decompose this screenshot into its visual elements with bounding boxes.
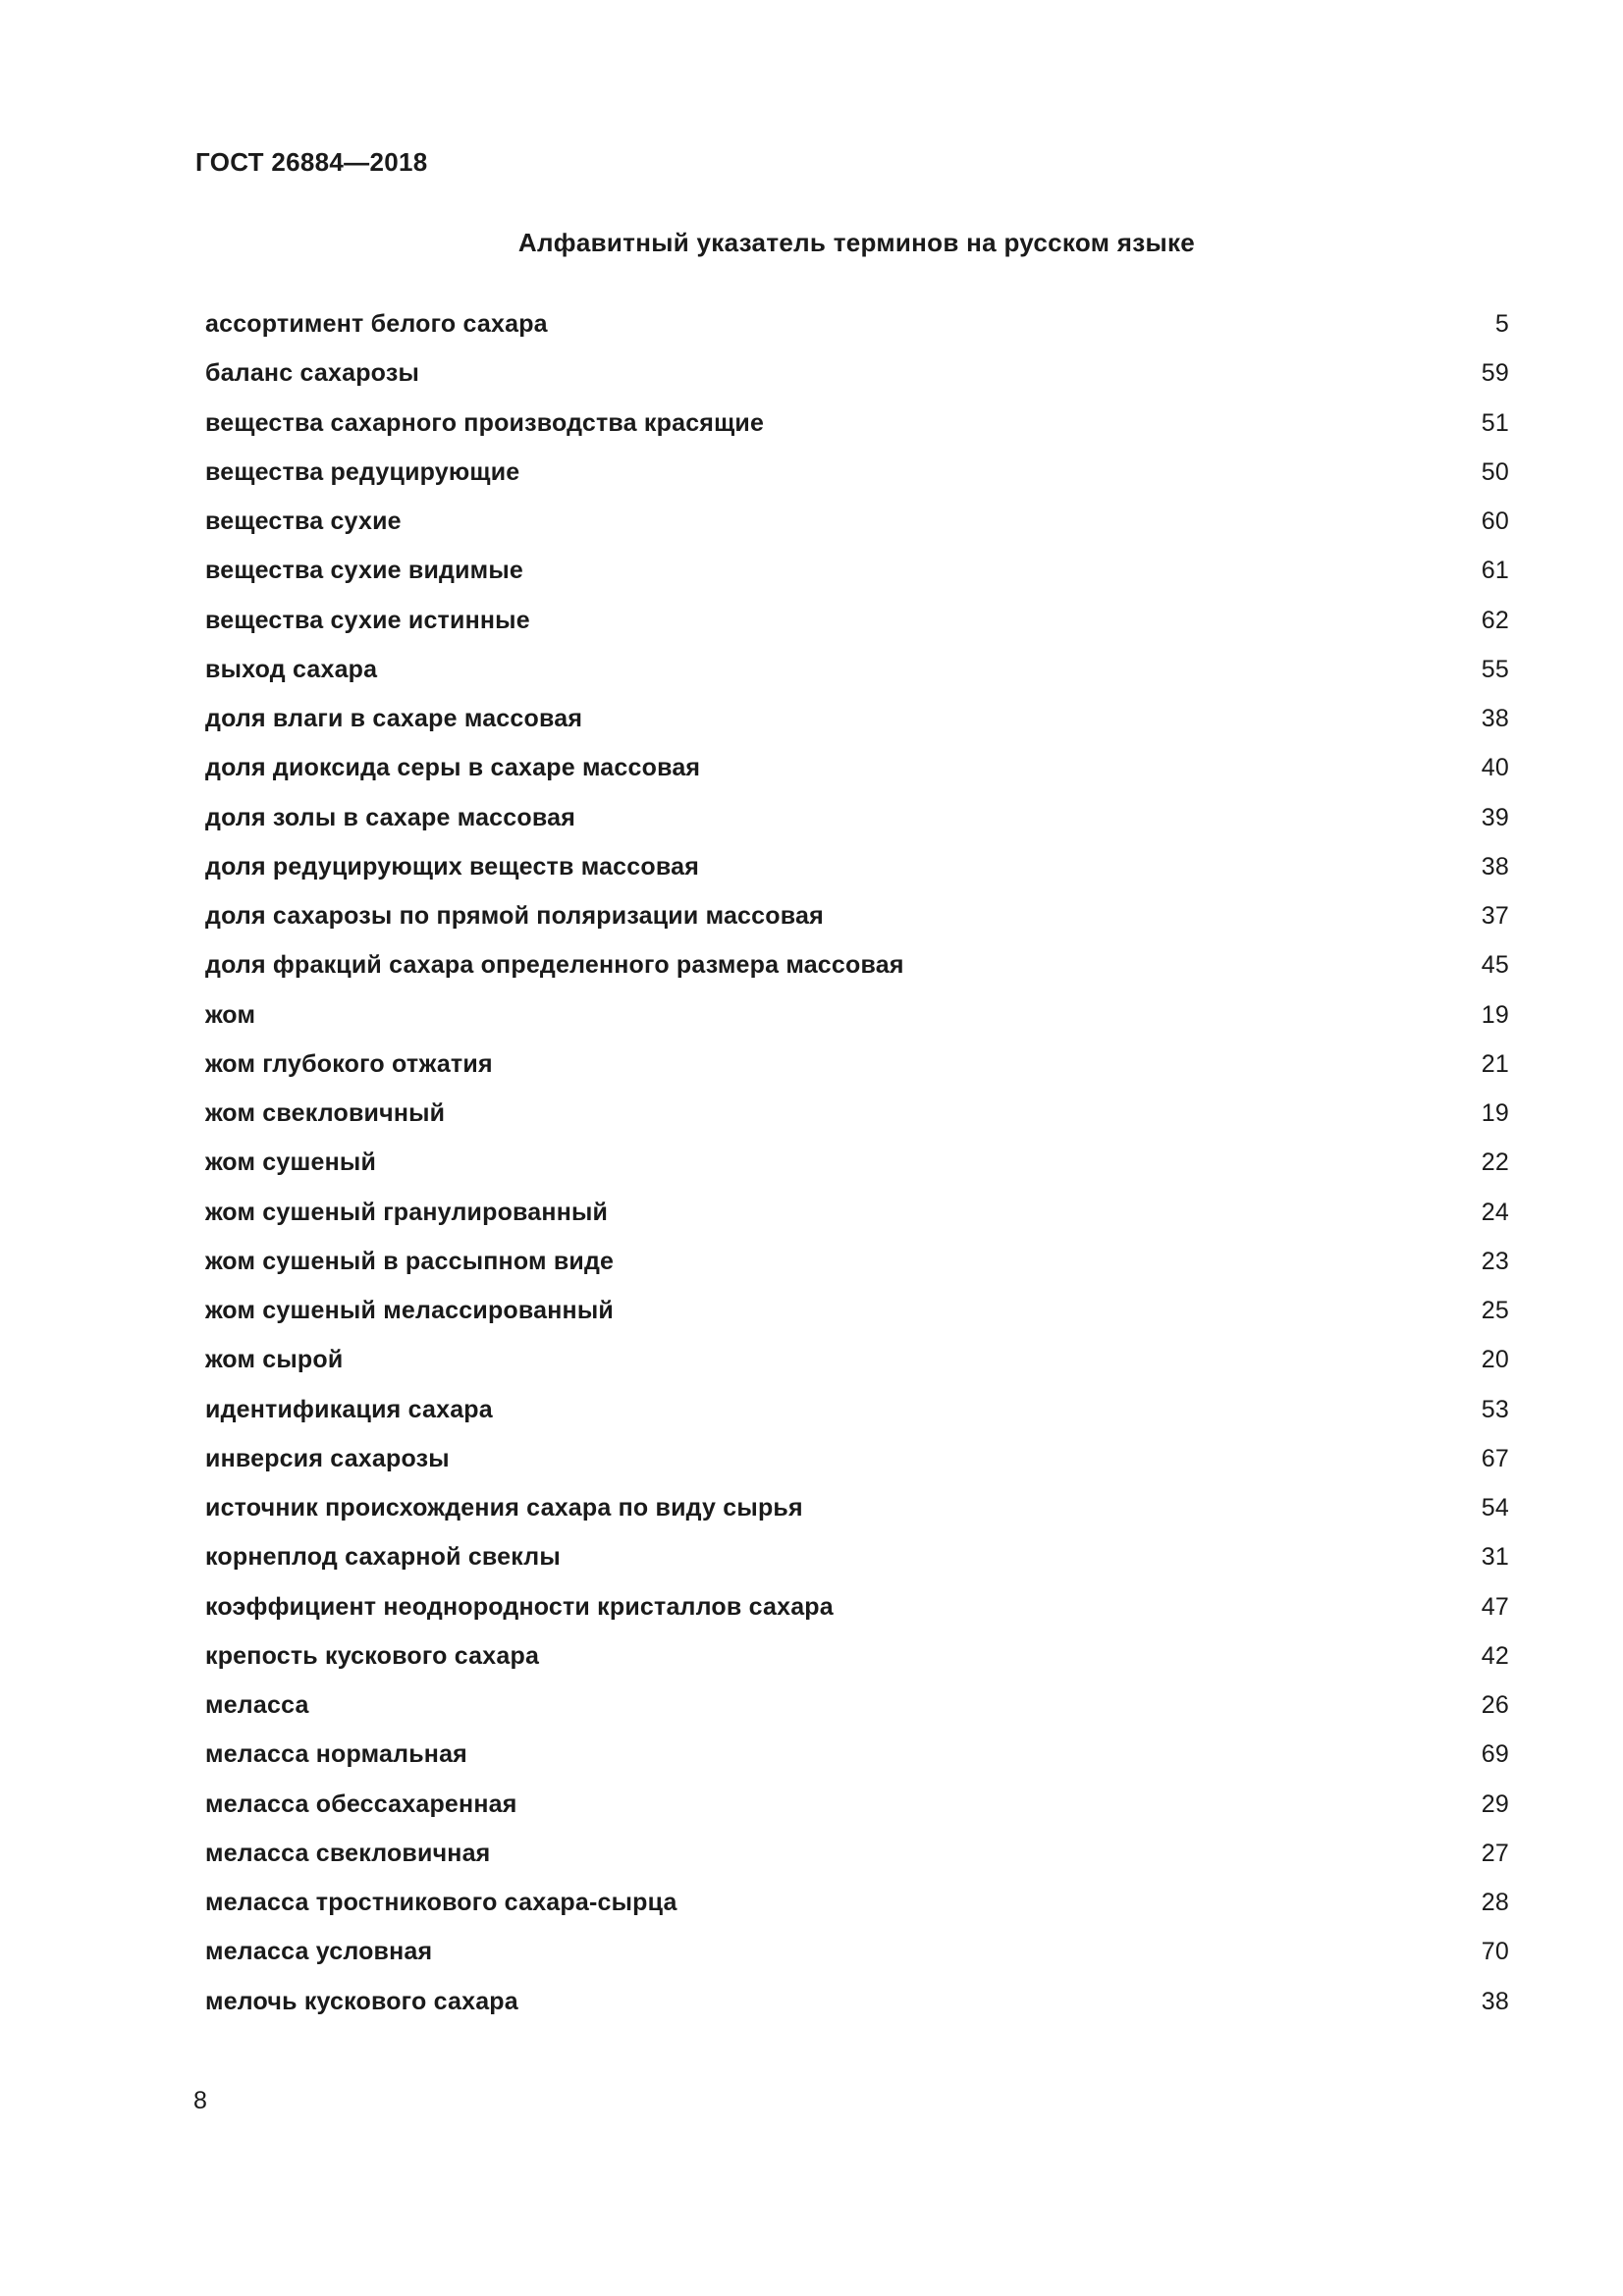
term-index-list (205, 310, 1509, 2037)
index-entry (205, 1297, 1509, 1346)
index-page-ref: 38 (1481, 1987, 1509, 2015)
index-entry (205, 1938, 1509, 1987)
index-term: инверсия сахарозы (205, 1444, 450, 1472)
index-term: меласса нормальная (205, 1740, 467, 1769)
index-entry (205, 1445, 1509, 1494)
index-page-ref: 59 (1481, 359, 1509, 388)
index-entry (205, 1050, 1509, 1099)
index-page-ref: 22 (1481, 1148, 1509, 1177)
index-page-ref: 28 (1481, 1889, 1509, 1916)
index-term: корнеплод сахарной свеклы (205, 1543, 561, 1572)
index-entry (205, 656, 1509, 705)
index-page-ref: 62 (1481, 606, 1509, 634)
index-entry (205, 1494, 1509, 1543)
index-page-ref: 51 (1481, 408, 1509, 437)
index-page-ref: 24 (1481, 1198, 1509, 1226)
index-entry (205, 359, 1509, 408)
index-term: меласса условная (205, 1938, 433, 1966)
index-entry (205, 951, 1509, 1000)
index-term: жом свекловичный (205, 1099, 446, 1127)
index-entry (205, 1248, 1509, 1297)
index-page-ref: 50 (1481, 457, 1509, 486)
index-page-ref: 40 (1481, 754, 1509, 782)
index-entry (205, 607, 1509, 656)
index-page-ref: 19 (1481, 1099, 1509, 1127)
index-term: доля сахарозы по прямой поляризации массовая (205, 902, 824, 930)
index-entry (205, 507, 1509, 557)
index-entry (205, 557, 1509, 606)
index-term: доля диоксида серы в сахаре массовая (205, 754, 701, 782)
index-term: баланс сахарозы (205, 359, 419, 388)
index-page-ref: 27 (1481, 1839, 1509, 1867)
index-entry (205, 1346, 1509, 1395)
page-number: 8 (193, 2087, 207, 2114)
index-entry (205, 409, 1509, 458)
index-page-ref: 45 (1481, 951, 1509, 980)
index-term: меласса тростникового сахара-сырца (205, 1889, 677, 1916)
index-page-ref: 20 (1481, 1346, 1509, 1374)
index-entry (205, 310, 1509, 359)
index-page-ref: 53 (1481, 1395, 1509, 1423)
index-entry (205, 1840, 1509, 1889)
index-term: доля влаги в сахаре массовая (205, 705, 583, 732)
index-page-ref: 67 (1481, 1444, 1509, 1472)
index-page-ref: 55 (1481, 655, 1509, 683)
index-term: вещества сухие (205, 507, 402, 535)
index-entry (205, 1543, 1509, 1592)
index-page-ref: 47 (1481, 1592, 1509, 1621)
index-entry (205, 1889, 1509, 1938)
index-entry (205, 1396, 1509, 1445)
index-term: доля редуцирующих веществ массовая (205, 852, 699, 881)
index-term: коэффициент неоднородности кристаллов сахара (205, 1592, 834, 1621)
index-entry (205, 1740, 1509, 1789)
index-term: крепость кускового сахара (205, 1641, 540, 1670)
index-page-ref: 38 (1481, 705, 1509, 732)
index-term: вещества сухие видимые (205, 557, 524, 585)
index-term: меласса свекловичная (205, 1839, 491, 1867)
index-entry (205, 1691, 1509, 1740)
index-page-ref: 37 (1481, 902, 1509, 930)
index-term: жом сушеный в рассыпном виде (205, 1247, 615, 1275)
index-page-ref: 42 (1481, 1641, 1509, 1670)
index-page-ref: 38 (1481, 852, 1509, 881)
index-page-ref: 70 (1481, 1938, 1509, 1966)
index-title: Алфавитный указатель терминов на русском языке (517, 228, 1196, 257)
standard-designation: ГОСТ 26884—2018 (195, 147, 428, 177)
index-term: жом (205, 1000, 256, 1029)
index-term: жом сырой (205, 1346, 344, 1374)
index-entry (205, 1593, 1509, 1642)
index-entry (205, 902, 1509, 951)
index-term: мелочь кускового сахара (205, 1987, 518, 2015)
index-entry (205, 804, 1509, 853)
index-entry (205, 1988, 1509, 2037)
index-page-ref: 19 (1481, 1000, 1509, 1029)
index-term: меласса (205, 1691, 309, 1719)
index-term: жом глубокого отжатия (205, 1049, 493, 1078)
index-term: меласса обессахаренная (205, 1789, 517, 1818)
index-entry (205, 853, 1509, 902)
index-page-ref: 26 (1481, 1691, 1509, 1719)
index-term: доля фракций сахара определенного размера массовая (205, 951, 904, 980)
index-page-ref: 23 (1481, 1247, 1509, 1275)
index-term: вещества сахарного производства красящие (205, 408, 765, 437)
index-term: вещества редуцирующие (205, 457, 520, 486)
index-page-ref: 60 (1481, 507, 1509, 535)
index-entry (205, 1099, 1509, 1148)
index-entry (205, 1148, 1509, 1198)
index-term: вещества сухие истинные (205, 606, 530, 634)
index-term: выход сахара (205, 655, 378, 683)
index-entry (205, 1001, 1509, 1050)
index-entry (205, 1790, 1509, 1840)
index-term: жом сушеный гранулированный (205, 1198, 609, 1226)
index-term: идентификация сахара (205, 1395, 493, 1423)
index-page-ref: 61 (1481, 557, 1509, 585)
index-page-ref: 21 (1481, 1049, 1509, 1078)
index-page-ref: 54 (1481, 1494, 1509, 1522)
index-page-ref: 69 (1481, 1740, 1509, 1769)
index-term: ассортимент белого сахара (205, 310, 548, 338)
index-entry (205, 705, 1509, 754)
index-page-ref: 29 (1481, 1789, 1509, 1818)
index-page-ref: 25 (1481, 1297, 1509, 1324)
index-page-ref: 39 (1481, 803, 1509, 831)
index-term: источник происхождения сахара по виду сырья (205, 1494, 803, 1522)
index-page-ref: 5 (1494, 310, 1509, 338)
index-entry (205, 1642, 1509, 1691)
index-entry (205, 754, 1509, 803)
index-term: жом сушеный (205, 1148, 377, 1177)
index-entry (205, 1199, 1509, 1248)
index-term: доля золы в сахаре массовая (205, 803, 575, 831)
index-term: жом сушеный мелассированный (205, 1297, 614, 1324)
index-page-ref: 31 (1481, 1543, 1509, 1572)
index-entry (205, 458, 1509, 507)
